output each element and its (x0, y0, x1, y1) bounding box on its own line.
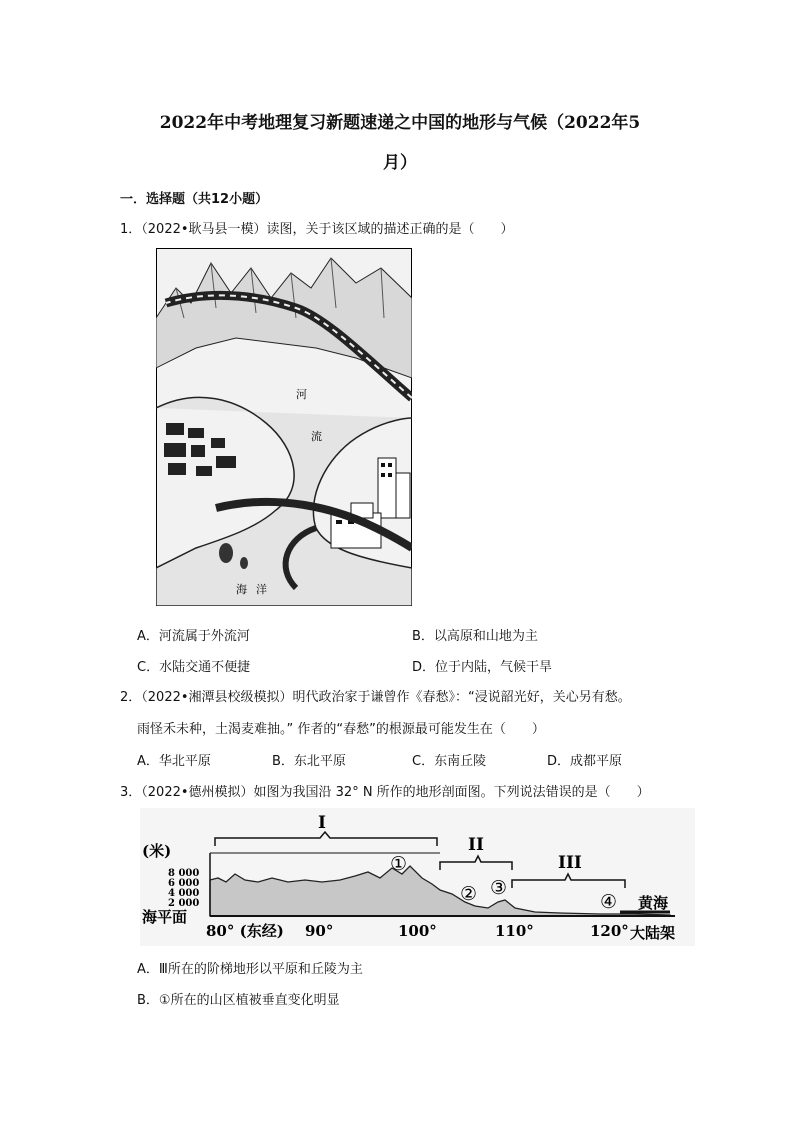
x-tick-90: 90° (305, 922, 334, 940)
q3-terrain-profile (140, 808, 695, 946)
circled-3: ③ (490, 877, 508, 899)
yellow-sea-label: 黄海 (638, 894, 669, 912)
x-tick-100: 100° (398, 922, 437, 940)
q1-map-illustration (156, 248, 412, 606)
circled-4: ④ (600, 891, 618, 913)
question-2-stem-line2: 雨怪禾未种，土渴麦难抽。” 作者的“春愁”的根源最可能发生在（ ） (137, 722, 545, 737)
continental-shelf-label: 大陆架 (630, 924, 676, 942)
question-1-stem: 1．（2022•耿马县一模）读图，关于该区域的描述正确的是（ ） (120, 222, 514, 237)
q1-option-a: A．河流属于外流河 (137, 629, 250, 644)
q1-option-b: B．以高原和山地为主 (412, 629, 538, 644)
q3-option-b: B．①所在的山区植被垂直变化明显 (137, 993, 340, 1008)
q1-option-d: D．位于内陆，气候干旱 (412, 660, 553, 675)
x-tick-120: 120° (590, 922, 629, 940)
question-2-stem-line1: 2．（2022•湘潭县校级模拟）明代政治家于谦曾作《春愁》：“浸说韶光好，关心另有愁。 (120, 690, 631, 705)
section-heading: 一．选择题（共12小题） (120, 192, 269, 207)
step-II-label: II (468, 835, 484, 855)
question-3-stem: 3．（2022•德州模拟）如图为我国沿 32° N 所作的地形剖面图。下列说法错误的是（ ） (120, 785, 650, 800)
map-label-sea-a: 海 (236, 583, 247, 596)
q2-option-b: B．东北平原 (272, 754, 346, 769)
map-label-river-b: 流 (311, 430, 322, 443)
x-tick-110: 110° (495, 922, 534, 940)
sea-level-label: 海平面 (142, 908, 188, 926)
y-tick-4000: 4 000 (168, 888, 200, 899)
map-label-river-a: 河 (296, 388, 307, 401)
step-I-label: I (318, 813, 326, 833)
q2-option-c: C．东南丘陵 (412, 754, 487, 769)
circled-1: ① (390, 853, 408, 875)
y-axis-unit: (米) (142, 842, 172, 860)
map-label-sea-b: 洋 (256, 583, 267, 596)
q2-option-d: D．成都平原 (547, 754, 623, 769)
y-tick-2000: 2 000 (168, 898, 200, 909)
x-tick-80: 80° (东经) (206, 922, 284, 940)
q3-option-a: A．Ⅲ所在的阶梯地形以平原和丘陵为主 (137, 962, 363, 977)
circled-2: ② (460, 883, 478, 905)
q1-option-c: C．水陆交通不便捷 (137, 660, 251, 675)
step-III-label: III (558, 853, 582, 873)
y-tick-8000: 8 000 (168, 868, 200, 879)
document-title-line1: 2022年中考地理复习新题速递之中国的地形与气候（2022年5 (159, 113, 641, 133)
y-tick-6000: 6 000 (168, 878, 200, 889)
q2-option-a: A．华北平原 (137, 754, 211, 769)
document-title-line2: 月） (383, 153, 417, 173)
